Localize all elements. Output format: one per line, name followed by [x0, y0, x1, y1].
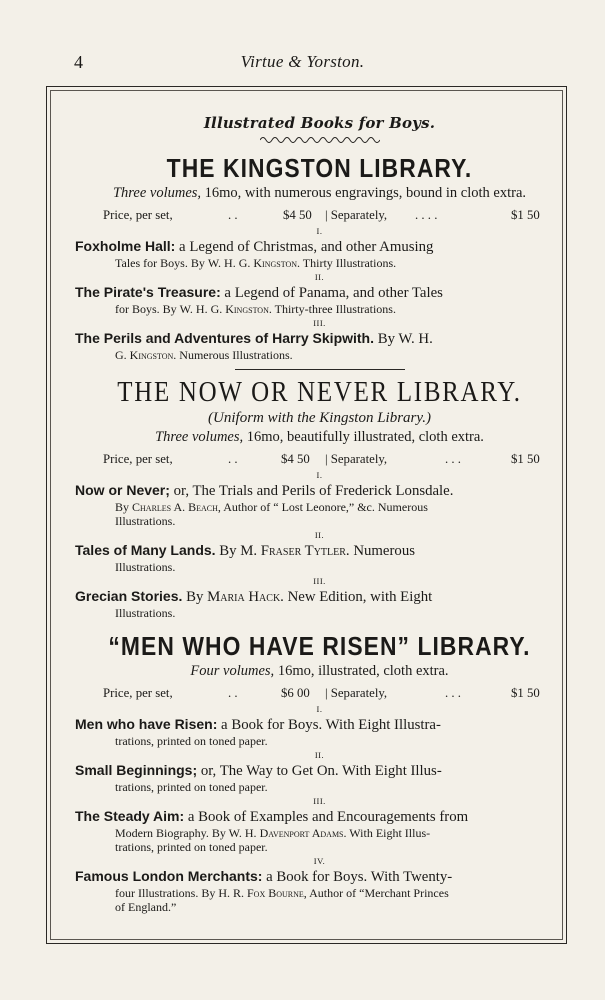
book-subtitle: a Legend of Panama, and other Tales — [220, 285, 443, 301]
book-title: Grecian Stories. — [75, 588, 183, 604]
price-label: Price, per set, — [103, 686, 173, 700]
book-subtitle: a Book for Boys. With Eight Illustra- — [217, 717, 441, 733]
book-details-cont: Illustrations. — [115, 514, 176, 528]
book-subtitle: a Book for Boys. With Twenty- — [262, 869, 453, 885]
book-author: W. H. G. Kingston. — [207, 256, 301, 270]
item-numeral: IV. — [313, 856, 326, 866]
item-numeral: II. — [314, 750, 325, 760]
book-entry — [75, 283, 564, 316]
book-title: Famous London Merchants: — [75, 868, 263, 884]
kingston-format: 16mo, with numerous engravings, bound in cloth extra. — [201, 185, 527, 201]
book-title: Tales of Many Lands. — [75, 542, 216, 558]
book-details-cont: trations, printed on toned paper. — [115, 840, 268, 854]
price-per-set: $4 50 — [283, 208, 312, 222]
price-dots: . . — [228, 452, 238, 466]
book-author: Fraser Tytler. — [260, 543, 350, 559]
book-entry: Tales of Many Lands. By M. Fraser Tytler. Numerous Illustrations. — [75, 541, 564, 574]
book-entry — [75, 867, 564, 914]
section-divider — [235, 369, 405, 370]
risen-volumes: Four volumes, — [190, 663, 275, 679]
book-title: The Perils and Adventures of Harry Skipwith. — [75, 330, 374, 346]
book-title: The Steady Aim: — [75, 808, 185, 824]
book-details: G. Kingston. Numerous Illustrations. — [115, 348, 293, 362]
men-who-have-risen-description — [75, 662, 564, 681]
price-label: Price, per set, — [103, 208, 173, 222]
book-subtitle: a Book of Examples and Encouragements from — [184, 809, 469, 825]
book-subtitle: a Legend of Christmas, and other Amusing — [175, 239, 434, 255]
price-dots: . . — [228, 686, 238, 700]
risen-format: 16mo, illustrated, cloth extra. — [274, 663, 449, 679]
book-title: Now or Never; — [75, 482, 170, 498]
men-who-have-risen-price-line — [75, 684, 564, 702]
wavy-ornament — [260, 134, 380, 146]
now-or-never-library-title: THE NOW OR NEVER LIBRARY. — [117, 376, 522, 408]
now-or-never-description — [75, 428, 564, 447]
price-each: $1 50 — [511, 208, 540, 222]
price-label: Price, per set, — [103, 452, 173, 466]
running-head — [0, 52, 605, 78]
book-details: Illustrations. — [115, 560, 176, 574]
kingston-library-title: THE KINGSTON LIBRARY. — [166, 153, 473, 183]
now-or-never-volumes: Three volumes, — [155, 429, 244, 445]
section-banner: Illustrated Books for Boys. — [203, 114, 436, 132]
book-subtitle: or, The Way to Get On. With Eight Illus- — [197, 763, 442, 779]
item-numeral: I. — [316, 226, 323, 236]
book-entry — [75, 329, 564, 362]
book-details: trations, printed on toned paper. — [115, 780, 268, 794]
book-author: Fox Bourne, — [247, 886, 307, 900]
book-entry — [75, 761, 564, 794]
item-numeral: I. — [316, 704, 323, 714]
kingston-volumes: Three volumes, — [112, 185, 202, 201]
book-author: Davenport Adams. — [259, 826, 347, 840]
book-title: Small Beginnings; — [75, 762, 198, 778]
book-title: Men who have Risen: — [75, 716, 218, 732]
price-per-set: $4 50 — [281, 452, 310, 466]
book-title: Foxholme Hall: — [75, 238, 176, 254]
book-details: Modern Biography. By W. H. Davenport Adams. With Eight Illus- — [115, 826, 431, 840]
book-author: Maria Hack. — [207, 589, 284, 605]
kingston-description — [75, 184, 564, 203]
book-subtitle: or, The Trials and Perils of Frederick Lonsdale. — [169, 483, 454, 499]
publisher-name: Virtue & Yorston. — [240, 52, 365, 71]
price-dots: . . — [228, 208, 238, 222]
book-entry: Grecian Stories. By Maria Hack. New Edition, with Eight Illustrations. — [75, 587, 564, 620]
item-numeral: III. — [313, 576, 326, 586]
book-author: G. Kingston. — [115, 348, 177, 362]
price-each: $1 50 — [511, 452, 540, 466]
book-details: By Charles A. Beach, Author of “ Lost Leonore,” &c. Numerous — [115, 500, 428, 514]
book-entry — [75, 807, 564, 854]
price-separately: | Separately, — [325, 686, 388, 700]
item-numeral: III. — [313, 318, 326, 328]
book-author: Charles A. Beach, — [132, 500, 221, 514]
price-separately: | Separately, — [325, 208, 388, 222]
book-details: four Illustrations. By H. R. Fox Bourne, Author of “Merchant Princes — [115, 886, 449, 900]
item-numeral: III. — [313, 796, 326, 806]
item-numeral: II. — [314, 530, 325, 540]
book-details: Illustrations. — [115, 606, 176, 620]
kingston-price-line — [75, 206, 564, 224]
price-dots: . . . . — [415, 208, 438, 222]
now-or-never-format: 16mo, beautifully illustrated, cloth extra. — [243, 429, 484, 445]
price-each: $1 50 — [511, 686, 540, 700]
book-author: W. H. G. Kingston. — [179, 302, 272, 316]
book-details-cont: of England.” — [115, 900, 177, 914]
book-entry — [75, 715, 564, 748]
item-numeral: I. — [316, 470, 323, 480]
men-who-have-risen-library-title: “MEN WHO HAVE RISEN” LIBRARY. — [108, 631, 531, 661]
now-or-never-uniform-note: (Uniform with the Kingston Library.) — [208, 410, 431, 426]
book-subtitle: By W. H. — [374, 331, 433, 347]
book-details: Tales for Boys. By W. H. G. Kingston. Thirty Illustrations. — [115, 256, 397, 270]
price-dots: . . . — [445, 686, 461, 700]
page-number: 4 — [74, 52, 83, 72]
price-per-set: $6 00 — [281, 686, 310, 700]
book-title: The Pirate's Treasure: — [75, 284, 221, 300]
book-entry — [75, 237, 564, 270]
book-entry — [75, 481, 564, 528]
book-details: trations, printed on toned paper. — [115, 734, 268, 748]
book-details: for Boys. By W. H. G. Kingston. Thirty-three Illustrations. — [115, 302, 396, 316]
price-dots: . . . — [445, 452, 461, 466]
catalogue-content — [75, 108, 564, 914]
price-separately: | Separately, — [325, 452, 388, 466]
now-or-never-price-line — [75, 450, 564, 468]
item-numeral: II. — [314, 272, 325, 282]
